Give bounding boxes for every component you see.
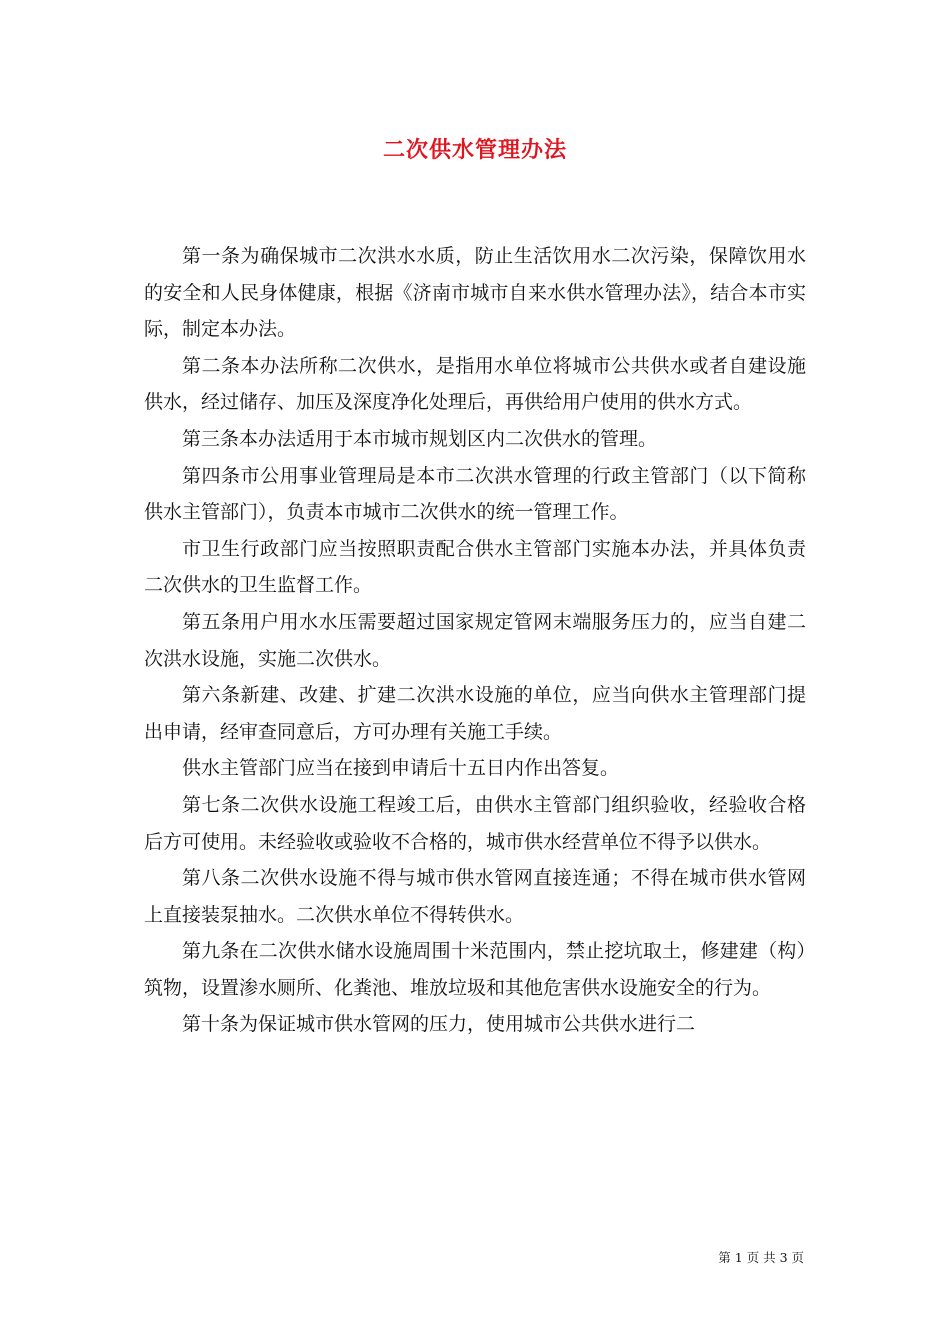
- paragraph-article-2: 第二条本办法所称二次供水，是指用水单位将城市公共供水或者自建设施供水，经过储存、加压及深度净化处理后，再供给用户使用的供水方式。: [144, 354, 806, 414]
- document-body: [144, 238, 806, 1043]
- paragraph-article-7: 第七条二次供水设施工程竣工后，由供水主管部门组织验收，经验收合格后方可使用。未经验收或验收不合格的，城市供水经营单位不得予以供水。: [144, 793, 806, 853]
- paragraph-article-4: 第四条市公用事业管理局是本市二次洪水管理的行政主管部门（以下简称供水主管部门），负责本市城市二次供水的统一管理工作。: [144, 464, 806, 524]
- paragraph-article-1: 第一条为确保城市二次洪水水质，防止生活饮用水二次污染，保障饮用水的安全和人民身体健康，根据《济南市城市自来水供水管理办法》，结合本市实际，制定本办法。: [144, 245, 806, 341]
- paragraph-article-10: 第十条为保证城市供水管网的压力，使用城市公共供水进行二: [182, 1013, 696, 1036]
- document-title: 二次供水管理办法: [382, 137, 567, 163]
- paragraph-health-dept: 市卫生行政部门应当按照职责配合供水主管部门实施本办法，并具体负责二次供水的卫生监督工作。: [144, 537, 806, 597]
- paragraph-reply-deadline: 供水主管部门应当在接到申请后十五日内作出答复。: [182, 757, 620, 780]
- paragraph-article-6: 第六条新建、改建、扩建二次洪水设施的单位，应当向供水主管理部门提出申请，经审查同意后，方可办理有关施工手续。: [144, 684, 806, 743]
- page-number: 第 1 页 共 3 页: [718, 1250, 804, 1265]
- paragraph-article-3: 第三条本办法适用于本市城市规划区内二次供水的管理。: [182, 427, 658, 450]
- paragraph-article-8: 第八条二次供水设施不得与城市供水管网直接连通；不得在城市供水管网上直接装泵抽水。二次供水单位不得转供水。: [144, 867, 806, 926]
- paragraph-article-9: 第九条在二次供水储水设施周围十米范围内，禁止挖坑取土，修建建（构）筑物，设置渗水厕所、化粪池、堆放垃圾和其他危害供水设施安全的行为。: [144, 940, 806, 999]
- paragraph-article-5: 第五条用户用水水压需要超过国家规定管网末端服务压力的，应当自建二次洪水设施，实施二次供水。: [144, 610, 806, 670]
